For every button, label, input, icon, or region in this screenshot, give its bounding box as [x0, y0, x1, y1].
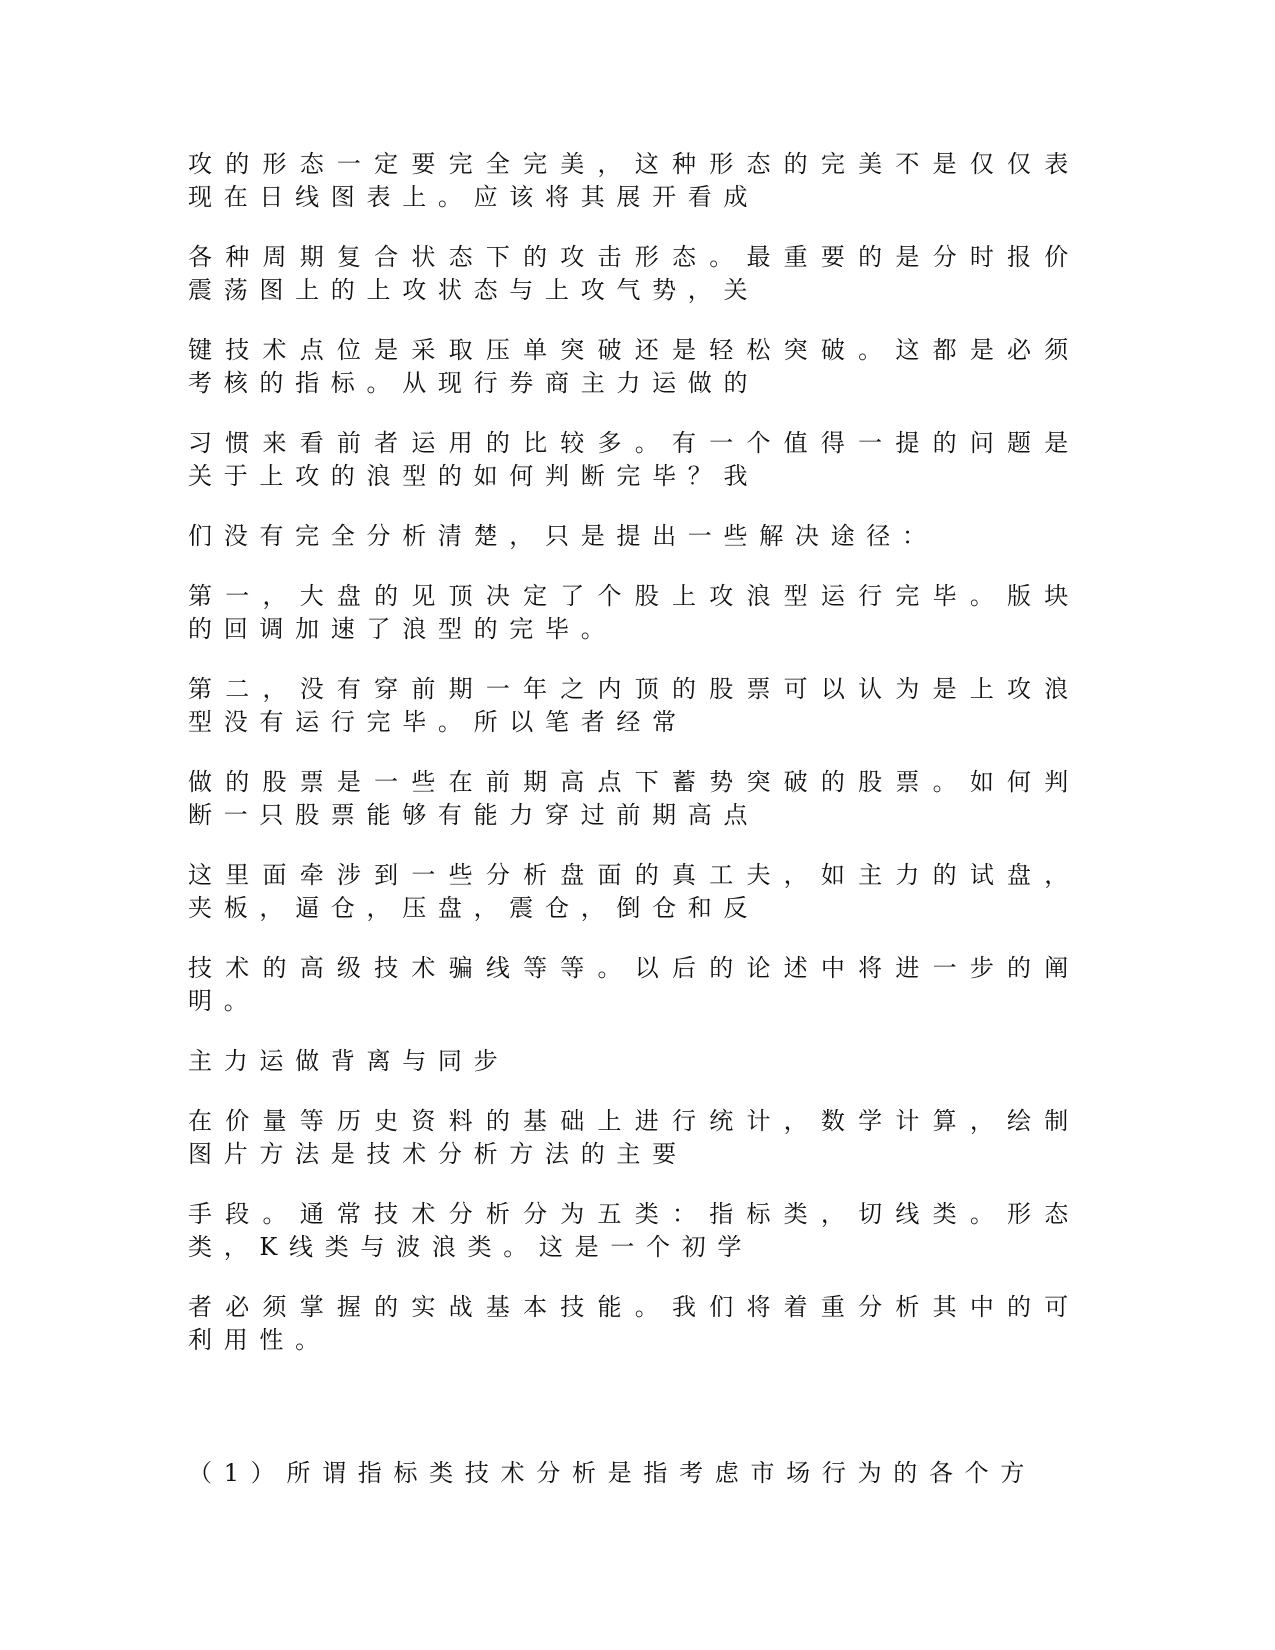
paragraph-14: 者必须掌握的实战基本技能。我们将着重分析其中的可利用性。 [188, 1293, 1080, 1354]
paragraph-12: 在价量等历史资料的基础上进行统计，数学计算，绘制图片方法是技术分析方法的主要 [188, 1107, 1080, 1168]
paragraph-8: 做的股票是一些在前期高点下蓄势突破的股票。如何判断一只股票能够有能力穿过前期高点 [188, 768, 1080, 829]
paragraph-5: 们没有完全分析清楚，只是提出一些解决途径： [188, 522, 938, 550]
section-heading: 主力运做背离与同步 [188, 1047, 510, 1075]
document-body [188, 148, 1080, 1517]
paragraph-3: 键技术点位是采取压单突破还是轻松突破。这都是必须考核的指标。从现行券商主力运做的 [188, 336, 1080, 397]
paragraph-9: 这里面牵涉到一些分析盘面的真工夫，如主力的试盘，夹板，逼仓，压盘，震仓，倒仓和反 [188, 861, 1080, 922]
paragraph-15: （1）所谓指标类技术分析是指考虑市场行为的各个方 [188, 1459, 1037, 1487]
paragraph-10: 技术的高级技术骗线等等。以后的论述中将进一步的阐明。 [188, 954, 1080, 1015]
paragraph-4: 习惯来看前者运用的比较多。有一个值得一提的问题是关于上攻的浪型的如何判断完毕？我 [188, 429, 1080, 490]
paragraph-7: 第二，没有穿前期一年之内顶的股票可以认为是上攻浪型没有运行完毕。所以笔者经常 [188, 675, 1080, 736]
paragraph-1: 攻的形态一定要完全完美，这种形态的完美不是仅仅表现在日线图表上。应该将其展开看成 [188, 150, 1080, 211]
paragraph-2: 各种周期复合状态下的攻击形态。最重要的是分时报价震荡图上的上攻状态与上攻气势，关 [188, 243, 1080, 304]
paragraph-6: 第一，大盘的见顶决定了个股上攻浪型运行完毕。版块的回调加速了浪型的完毕。 [188, 582, 1080, 643]
paragraph-13: 手段。通常技术分析分为五类：指标类，切线类。形态类，K线类与波浪类。这是一个初学 [188, 1200, 1080, 1261]
